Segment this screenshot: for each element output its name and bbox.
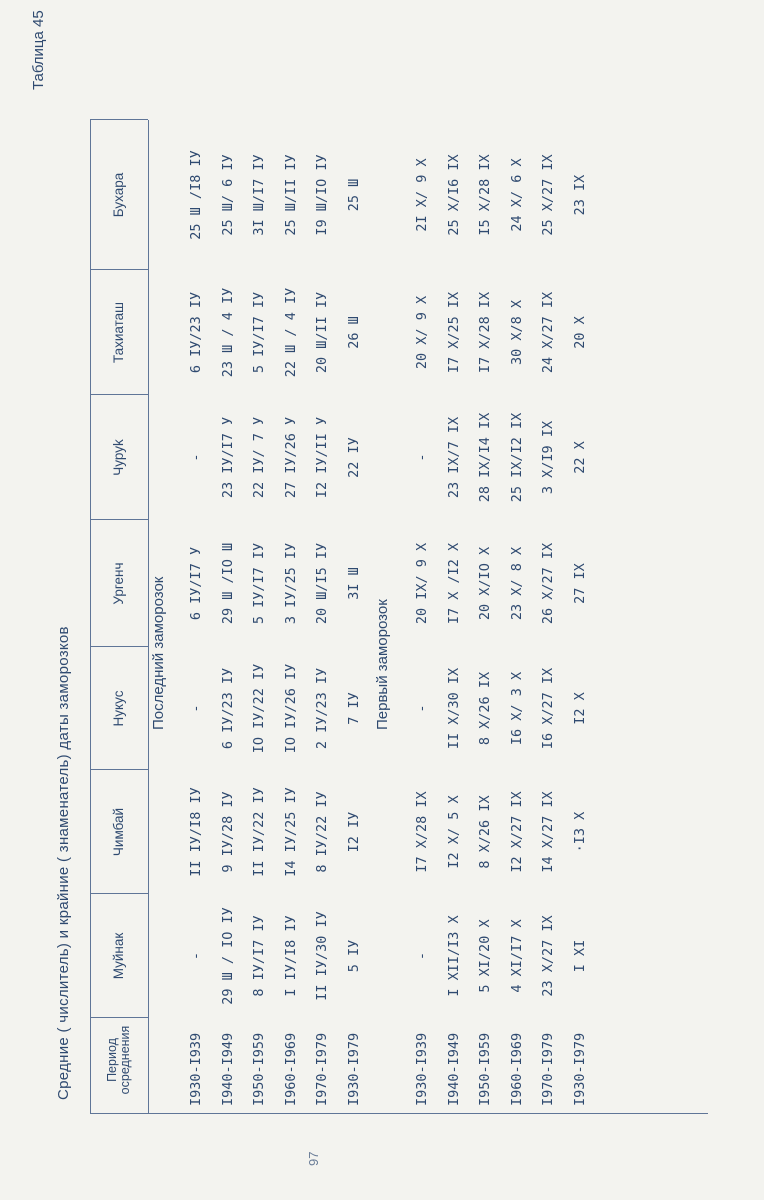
date-cell: II IУ/30 IУ bbox=[314, 911, 330, 1001]
date-cell: 5 XI/20 X bbox=[477, 919, 493, 993]
period-cell: I970-I979 bbox=[314, 1032, 330, 1106]
date-cell: 26 X/27 IX bbox=[540, 542, 556, 625]
date-cell: 2 IУ/23 IУ bbox=[314, 667, 330, 750]
period-cell: I940-I949 bbox=[445, 1032, 462, 1106]
date-cell: 4 XI/I7 X bbox=[508, 919, 525, 993]
header-bottom-rule bbox=[148, 120, 149, 1114]
date-cell: 2I X/ 9 X bbox=[414, 158, 430, 232]
section-label-last-frost: Последний заморозок bbox=[150, 576, 167, 730]
date-cell: 3I Ш bbox=[345, 567, 362, 600]
section-label-first-frost: Первый заморозок bbox=[374, 599, 391, 730]
header-column-rule bbox=[90, 1113, 708, 1114]
date-cell: 28 IX/I4 IX bbox=[477, 412, 493, 503]
date-cell: 23 Ш / 4 IУ bbox=[219, 287, 236, 378]
date-cell: 9 IУ/28 IУ bbox=[219, 791, 236, 873]
date-cell: 22 X bbox=[571, 441, 588, 474]
date-cell: 23 X/ 8 X bbox=[508, 546, 525, 621]
date-cell: - bbox=[188, 704, 204, 713]
date-cell: I XI bbox=[571, 939, 588, 973]
table-label: Таблица 45 bbox=[30, 10, 47, 90]
date-cell: II X/30 IX bbox=[445, 667, 462, 750]
date-cell: I4 X/27 IX bbox=[540, 791, 556, 873]
date-cell: I2 X/27 IX bbox=[508, 791, 525, 873]
table-title: Средние ( числитель) и крайние ( знаменатель) даты заморозков bbox=[55, 626, 72, 1100]
date-cell: I IУ/I8 IУ bbox=[282, 915, 299, 997]
date-cell: 8 X/26 IX bbox=[477, 671, 493, 746]
column-header: Ургенч bbox=[111, 562, 127, 605]
date-cell: 25 Ш /I8 IУ bbox=[188, 150, 204, 240]
date-cell: 23 IX/7 IX bbox=[445, 416, 462, 499]
date-cell: I XII/I3 X bbox=[445, 915, 462, 997]
date-cell: 8 IУ/22 IУ bbox=[314, 791, 330, 873]
date-cell: 6 IУ/I7 У bbox=[188, 546, 204, 621]
date-cell: 26 Ш bbox=[345, 316, 362, 349]
date-cell: I7 X /I2 X bbox=[445, 542, 462, 625]
column-header: Бухара bbox=[111, 172, 127, 218]
date-cell: I6 X/ 3 X bbox=[508, 671, 525, 746]
date-cell: 22 Ш / 4 IУ bbox=[282, 287, 299, 378]
period-cell: I930-I979 bbox=[345, 1032, 362, 1106]
column-header: Чимбай bbox=[111, 807, 127, 857]
date-cell: 3I Ш/I7 IУ bbox=[251, 154, 267, 236]
date-cell: 20 X/ 9 X bbox=[414, 295, 430, 370]
date-cell: I7 X/28 IX bbox=[414, 791, 430, 873]
date-cell: - bbox=[188, 951, 204, 961]
date-cell: 7 IУ bbox=[345, 692, 362, 725]
period-cell: I950-I959 bbox=[477, 1032, 493, 1106]
date-cell: 25 Ш/II IУ bbox=[282, 154, 299, 236]
date-cell: 5 IУ/I7 IУ bbox=[251, 291, 267, 374]
period-cell: I930-I979 bbox=[571, 1032, 588, 1106]
page-number: 97 bbox=[306, 1151, 321, 1166]
period-cell: I930-I939 bbox=[414, 1032, 430, 1106]
date-cell: 27 IX bbox=[571, 563, 588, 604]
date-cell: I7 X/28 IX bbox=[477, 291, 493, 374]
date-cell: 22 IУ bbox=[345, 437, 362, 478]
date-cell: 6 IУ/23 IУ bbox=[219, 667, 236, 750]
date-cell: I4 IУ/25 IУ bbox=[282, 787, 299, 877]
date-cell: - bbox=[188, 453, 204, 462]
date-cell: - bbox=[414, 453, 430, 462]
column-header: Период осреднения bbox=[104, 1025, 132, 1095]
column-header: Чуруk bbox=[111, 439, 127, 476]
date-cell: 22 IУ/ 7 У bbox=[251, 416, 267, 499]
date-cell: 23 IX bbox=[571, 174, 588, 216]
date-cell: 25 IX/I2 IX bbox=[508, 412, 525, 503]
date-cell: II IУ/I8 IУ bbox=[188, 787, 204, 877]
date-cell: 25 X/I6 IX bbox=[445, 154, 462, 236]
date-cell: I2 IУ bbox=[345, 811, 362, 853]
date-cell: 20 IX/ 9 X bbox=[414, 542, 430, 625]
date-cell: 8 X/26 IX bbox=[477, 795, 493, 869]
date-cell: I9 Ш/IO IУ bbox=[314, 154, 330, 236]
date-cell: 27 IУ/26 У bbox=[282, 416, 299, 499]
period-cell: I960-I969 bbox=[282, 1032, 299, 1106]
date-cell: 24 X/ 6 X bbox=[508, 158, 525, 232]
date-cell: I2 X/ 5 X bbox=[445, 795, 462, 869]
date-cell: 25 Ш/ 6 IУ bbox=[219, 154, 236, 236]
date-cell: 25 Ш bbox=[345, 178, 362, 212]
column-header: Тахиаташ bbox=[111, 301, 127, 364]
date-cell: 20 X/IO X bbox=[477, 546, 493, 621]
date-cell: 25 X/27 IX bbox=[540, 154, 556, 236]
date-cell: 20 X bbox=[571, 316, 588, 349]
period-cell: I960-I969 bbox=[508, 1032, 525, 1106]
date-cell: I5 X/28 IX bbox=[477, 154, 493, 236]
date-cell: I7 X/25 IX bbox=[445, 291, 462, 374]
period-cell: I950-I959 bbox=[251, 1032, 267, 1106]
date-cell: 6 IУ/23 IУ bbox=[188, 291, 204, 374]
date-cell: IO IУ/22 IУ bbox=[251, 663, 267, 754]
date-cell: 23 IУ/I7 У bbox=[219, 416, 236, 499]
period-cell: I970-I979 bbox=[540, 1032, 556, 1106]
date-cell: 29 Ш /IO Ш bbox=[219, 542, 236, 625]
period-cell: I940-I949 bbox=[219, 1032, 236, 1106]
date-cell: 20 Ш/I5 IУ bbox=[314, 542, 330, 625]
date-cell: 24 X/27 IX bbox=[540, 291, 556, 374]
date-cell: 3 X/I9 IX bbox=[540, 420, 556, 495]
date-cell: - bbox=[414, 704, 430, 713]
date-cell: I6 X/27 IX bbox=[540, 667, 556, 750]
date-cell: ·I3 X bbox=[571, 811, 588, 853]
date-cell: 20 Ш/II IУ bbox=[314, 291, 330, 374]
date-cell: 5 IУ/I7 IУ bbox=[251, 542, 267, 625]
date-cell: II IУ/22 IУ bbox=[251, 787, 267, 877]
date-cell: 23 X/27 IX bbox=[540, 915, 556, 997]
date-cell: - bbox=[414, 951, 430, 961]
date-cell: 3 IУ/25 IУ bbox=[282, 542, 299, 625]
date-cell: 5 IУ bbox=[345, 939, 362, 973]
date-cell: 8 IУ/I7 IУ bbox=[251, 915, 267, 997]
column-header: Нукус bbox=[111, 690, 127, 727]
date-cell: IO IУ/26 IУ bbox=[282, 663, 299, 754]
period-cell: I930-I939 bbox=[188, 1032, 204, 1106]
date-cell: I2 X bbox=[571, 692, 588, 725]
date-cell: 29 Ш / IO IУ bbox=[219, 907, 236, 1005]
column-header: Муйнак bbox=[111, 932, 127, 980]
date-cell: I2 IУ/II У bbox=[314, 416, 330, 499]
date-cell: 30 X/8 X bbox=[508, 299, 525, 366]
